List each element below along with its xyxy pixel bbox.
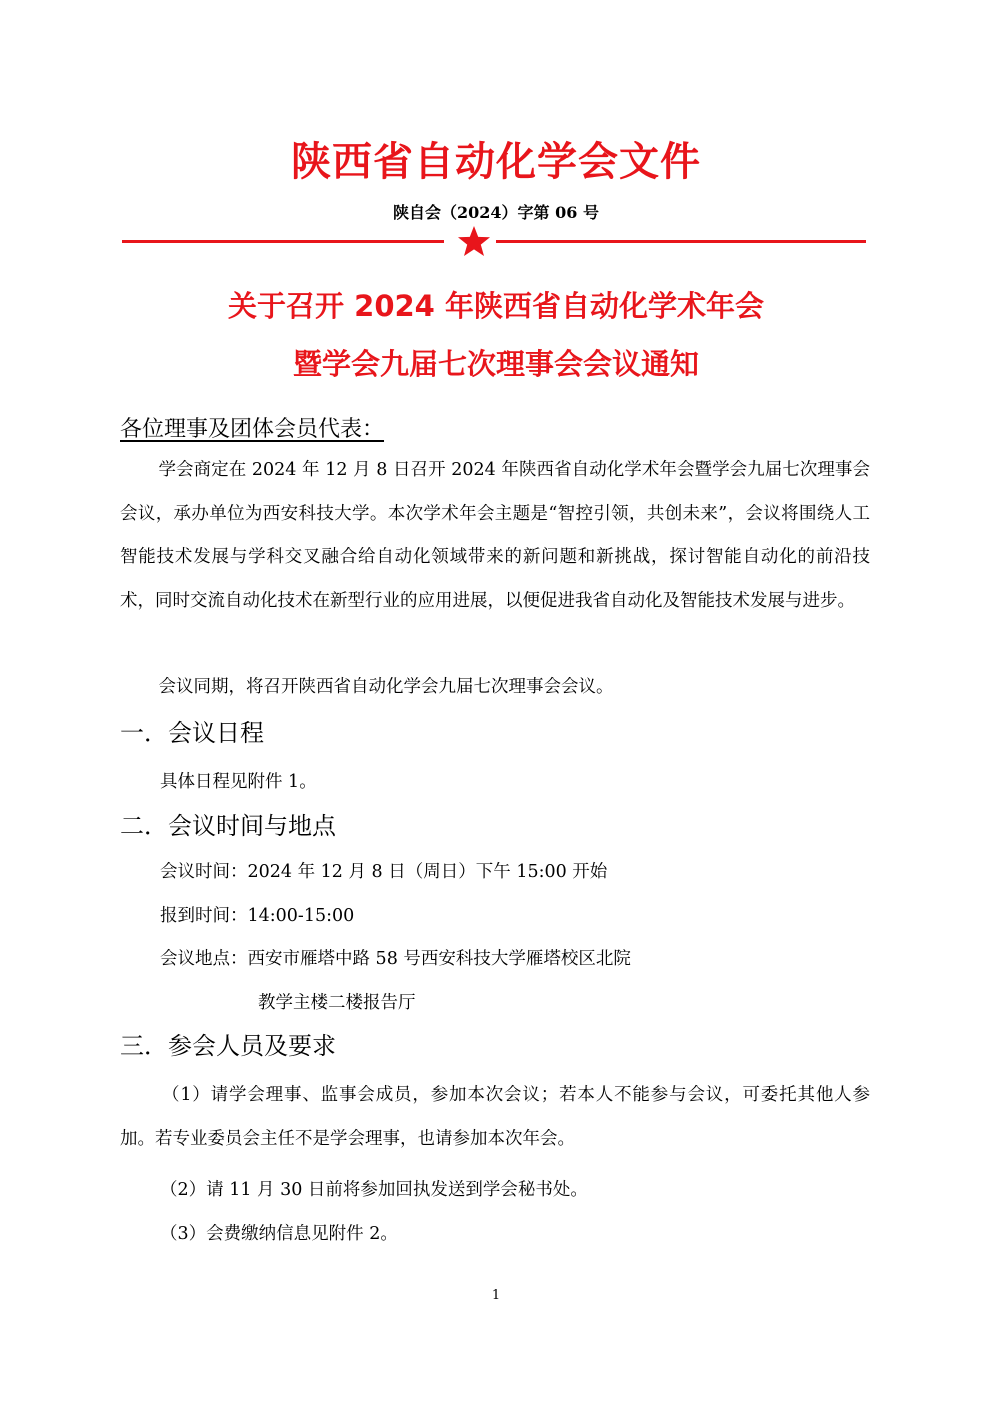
- meeting-venue-cont: 教学主楼二楼报告厅: [258, 993, 416, 1013]
- meeting-venue: 会议地点：西安市雁塔中路 58 号西安科技大学雁塔校区北院: [160, 949, 631, 969]
- divider-right: [496, 240, 866, 243]
- salutation: 各位理事及团体会员代表：: [120, 417, 385, 442]
- checkin-time: 报到时间：14:00-15:00: [160, 906, 355, 926]
- section-heading-time-place: 二．会议时间与地点: [120, 812, 336, 840]
- intro-paragraph-2: 会议同期，将召开陕西省自动化学会九届七次理事会会议。: [158, 677, 614, 697]
- notice-title-line2: 暨学会九届七次理事会会议通知: [292, 347, 699, 381]
- page-number: 1: [491, 1288, 501, 1303]
- intro-paragraph: 学会商定在 2024 年 12 月 8 日召开 2024 年陕西省自动化学术年会暨学会九届七次理事会会议，承办单位为西安科技大学。本次学术年会主题是“智控引领，共创未来”，会议将围绕人工智能技术发展与学科交叉融合给自动化领域带来的新问题和新挑战，探讨智能自动化的前沿技术，同时交流自动化技术在新型行业的应用进展，以便促进我省自动化及智能技术发展与进步。: [120, 460, 870, 611]
- divider-left: [122, 240, 444, 243]
- doc-number: 陕自会（2024）字第 06 号: [393, 203, 599, 222]
- requirement-item-2: （2）请 11 月 30 日前将参加回执发送到学会秘书处。: [160, 1180, 588, 1200]
- section-heading-schedule: 一．会议日程: [120, 719, 264, 747]
- requirement-item-3: （3）会费缴纳信息见附件 2。: [160, 1224, 398, 1244]
- org-title: 陕西省自动化学会文件: [291, 139, 701, 185]
- requirement-item-1: （1）请学会理事、监事会成员，参加本次会议；若本人不能参与会议，可委托其他人参加。若专业委员会主任不是学会理事，也请参加本次年会。: [120, 1085, 870, 1149]
- section-heading-attendees: 三．参会人员及要求: [120, 1032, 336, 1060]
- star-icon: [456, 225, 492, 257]
- meeting-time: 会议时间：2024 年 12 月 8 日（周日）下午 15:00 开始: [160, 862, 608, 882]
- schedule-text: 具体日程见附件 1。: [160, 772, 317, 792]
- notice-title-line1: 关于召开 2024 年陕西省自动化学术年会: [228, 289, 764, 323]
